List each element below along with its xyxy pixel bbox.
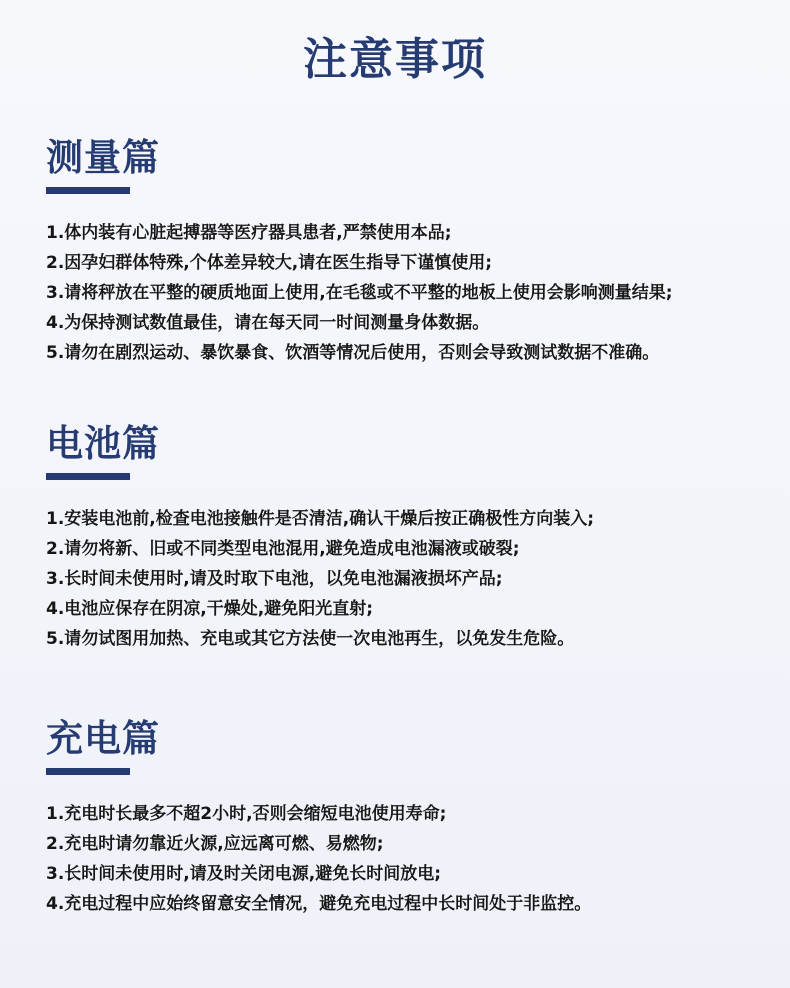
section-underline [46,187,130,194]
section-underline [46,473,130,480]
list-item: 4.充电过程中应始终留意安全情况，避免充电过程中长时间处于非监控。 [46,894,592,914]
list-item: 5.请勿试图用加热、充电或其它方法使一次电池再生，以免发生危险。 [46,629,575,649]
list-item: 2.充电时请勿靠近火源,应远离可燃、易燃物; [46,834,384,854]
list-item: 4.电池应保存在阴凉,干燥处,避免阳光直射; [46,599,374,619]
notice-list-charging [46,799,766,919]
list-item: 2.请勿将新、旧或不同类型电池混用,避免造成电池漏液或破裂; [46,539,520,559]
list-item: 3.长时间未使用时,请及时取下电池，以免电池漏液损坏产品; [46,569,503,589]
section-battery [46,420,766,654]
list-item: 3.长时间未使用时,请及时关闭电源,避免长时间放电; [46,864,441,884]
section-heading-battery: 电池篇 [46,422,160,465]
list-item: 2.因孕妇群体特殊,个体差异较大,请在医生指导下谨慎使用; [46,253,492,273]
section-measurement [46,134,766,368]
list-item: 1.安装电池前,检查电池接触件是否清洁,确认干燥后按正确极性方向装入; [46,509,594,529]
notice-list-battery [46,504,766,654]
list-item: 3.请将秤放在平整的硬质地面上使用,在毛毯或不平整的地板上使用会影响测量结果; [46,283,673,303]
page-title: 注意事项 [303,34,487,85]
section-charging [46,715,766,919]
list-item: 5.请勿在剧烈运动、暴饮暴食、饮酒等情况后使用，否则会导致测试数据不准确。 [46,343,660,363]
notice-list-measurement [46,218,766,368]
section-underline [46,768,130,775]
section-heading-measurement: 测量篇 [46,136,160,179]
list-item: 1.充电时长最多不超2小时,否则会缩短电池使用寿命; [46,804,447,824]
section-heading-charging: 充电篇 [46,717,160,760]
list-item: 4.为保持测试数值最佳，请在每天同一时间测量身体数据。 [46,313,490,333]
list-item: 1.体内装有心脏起搏器等医疗器具患者,严禁使用本品; [46,223,452,243]
